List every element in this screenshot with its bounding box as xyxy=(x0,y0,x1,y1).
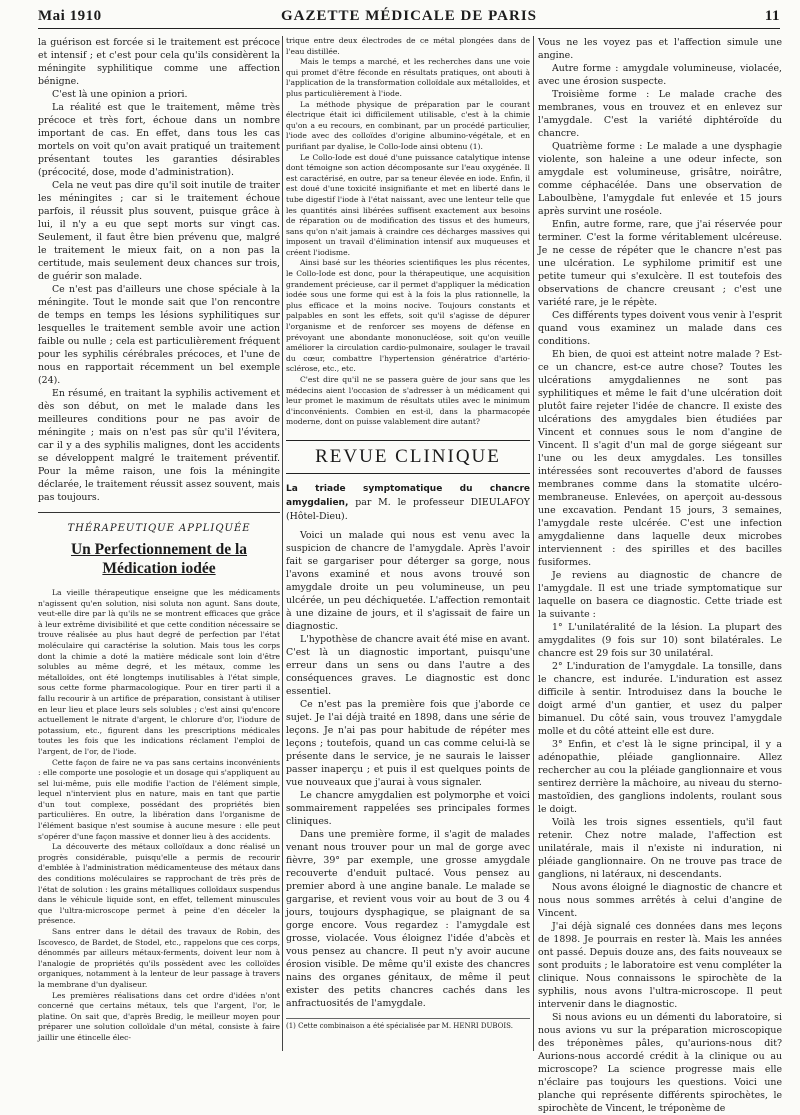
article-subtitle-bold: La triade symptomatique du chancre amygdalien, xyxy=(286,483,530,508)
paragraph: trique entre deux électrodes de ce métal plongées dans de l'eau distillée. xyxy=(286,36,530,56)
paragraph: Dans une première forme, il s'agit de malades venant nous trouver pour un mal de gorge avec fièvre, 39° par exemple, une grosse amygdale recouverte d'enduit pultacé. Vous pensez au premier abord à une angine banale. Le malade se gargarise, et revient vous voir au bout de 3 ou 4 jours, toujours dysphagique, se plaignant de sa gorge encore. Vous regardez : l'amygdale est grosse, violacée. Vous éloignez l'idée d'abcès et vous pensez au chancre. Il peut n'y avoir aucune érosion visible. De même qu'il existe des chancres nains des organes génitaux, de même il peut exister des petits chancres cachés dans les anfractuosités de l'amygdale. xyxy=(286,828,530,1009)
paragraph: Sans entrer dans le détail des travaux de Robin, des Iscovesco, de Bardet, de Stodel, etc., rappelons que ces corps, dénommés par ailleurs métaux-ferments, doivent leur nom à l'analogie de propriétés qu'ils possèdent avec les colloïdes organiques, notamment à la lenteur de leur passage à travers la membrane d'un dyaliseur. xyxy=(38,927,280,989)
article-subtitle xyxy=(286,482,530,523)
section-rule xyxy=(38,512,280,513)
paragraph: Ce n'est pas d'ailleurs une chose spéciale à la méningite. Tout le monde sait que l'on rencontre de temps en temps les lésions syphilitiques sur lesquelles le traitement semble avoir une action faible ou nulle ; cela est particulièrement fréquent pour les syphilis cérébrales précoces, et l'une de nous en rapportait récemment un bel exemple (24). xyxy=(38,284,280,386)
paragraph: Cette façon de faire ne va pas sans certains inconvénients : elle comporte une posologie et un dosage qui s'appliquent au sel lui-même, puis elle modifie l'action de l'élément simple, lequel n'intervient plus en nature, mais en tant que partie d'un tout complexe, possédant des propriétés bien particulières. En outre, la libération dans l'organisme de l'élément basique n'est soumise à aucune mesure : elle peut s'opérer d'une façon massive et donner lieu à des accidents. xyxy=(38,757,280,841)
section-heading-revue-clinique: REVUE CLINIQUE xyxy=(286,440,530,474)
paragraph: Si nous avions eu un démenti du laboratoire, si nous avions vu sur la préparation microscopique des tréponèmes pâles, qu'aurions-nous dit? Aurions-nous accordé crédit à la clinique ou au microscope? La science progresse mais elle n'éclaire pas toujours les questions. Voici une planche qui représente différents spirochètes, le spirochète de Vincent, le tréponème de xyxy=(538,1012,782,1114)
paragraph: L'hypothèse de chancre avait été mise en avant. C'est là un diagnostic important, puisqu'une erreur dans un sens ou dans l'autre a des conséquences graves. Le diagnostic est donc essentiel. xyxy=(286,633,530,697)
paragraph: J'ai déjà signalé ces données dans mes leçons de 1898. Je pourrais en rester là. Mais les années ont passé. Depuis douze ans, des faits nouveaux se sont produits ; le laboratoire est venu compléter la clinique. Nous connaissons le spirochète de la syphilis, nous avons l'ultra-microscope. Il peut intervenir dans le diagnostic. xyxy=(538,921,782,1010)
footnote: (1) Cette combinaison a été spécialisée par M. HENRI DUBOIS. xyxy=(286,1018,530,1030)
paragraph: La découverte des métaux colloïdaux a donc réalisé un progrès considérable, puisqu'elle a permis de recourir d'emblée à l'administration médicamenteuse des métaux dans des conditions moléculaires se rapprochant de très près de l'état de solution : les grains métalliques colloïdaux suspendus dans le véhicule liquide sont, en effet, tellement minuscules que l'ultra-microscope permet à peine d'en déceler la présence. xyxy=(38,842,280,926)
paragraph: En résumé, en traitant la syphilis activement et dès son début, on met le malade dans les meilleures conditions pour ne pas avoir de méningite ; mais on n'est pas sûr qu'il l'évitera, car il y a des syphilis malignes, dont les accidents se développent malgré le traitement préventif. Pour la même raison, une fois la méningite déclarée, le traitement réussit assez souvent, mais pas toujours. xyxy=(38,388,280,503)
paragraph: La méthode physique de préparation par le courant électrique était ici difficilement utilisable, c'est à la chimie qu'on a eu recours, en combinant, par un procédé particulier, l'iode avec des colloïdes d'origine albumino-végétale, et en purifiant par dyalise, le Collo-Iode ainsi obtenu (1). xyxy=(286,99,530,151)
issue-date: Mai 1910 xyxy=(38,8,102,24)
column-1 xyxy=(38,36,280,1051)
paragraph: Ce n'est pas la première fois que j'aborde ce sujet. Je l'ai déjà traité en 1898, dans une série de leçons. Je n'ai pas pour habitude de répéter mes leçons ; toutefois, quand un cas comme celui-là se présente dans le service, je ne saurais le laisser passer inaperçu ; et puis il est quelques points de vue nouveaux que j'aurai à vous signaler. xyxy=(286,698,530,788)
paragraph: Autre forme : amygdale volumineuse, violacée, avec une érosion suspecte. xyxy=(538,63,782,87)
column-divider-1 xyxy=(282,36,283,1051)
page-number: 11 xyxy=(764,8,780,24)
paragraph: Cela ne veut pas dire qu'il soit inutile de traiter les méningites ; car si le traitement échoue parfois, il réussit plus souvent, puisque grâce à lui, il n'y a eu que sept morts sur vingt cas. Seulement, il faut être bien prévenu que, malgré le traitement le mieux fait, on a non pas la certitude, mais seulement deux chances sur trois, de guérir son malade. xyxy=(38,180,280,282)
column-3 xyxy=(538,36,782,1114)
paragraph: C'est là une opinion a priori. xyxy=(52,89,188,100)
article-title: Un Perfectionnement de la Médication iodée xyxy=(70,541,248,577)
paragraph: Les premières réalisations dans cet ordre d'idées n'ont concerné que certains métaux, tels que l'argent, l'or, le platine. On sait que, d'après Bredig, le meilleur moyen pour préparer une solution colloïdale d'un métal, consiste à faire jaillir une étincelle élec- xyxy=(38,990,280,1042)
paragraph: Enfin, autre forme, rare, que j'ai réservée pour terminer. C'est la forme véritablement ulcéreuse. Je ne cesse de répéter que le chancre n'est pas une ulcération. Le syphilome primitif est une petite tumeur qui s'exulcère. Il est toutefois des observations de chancre creusant ; c'est une variété rare, je le répète. xyxy=(538,219,782,308)
paragraph: Le Collo-Iode est doué d'une puissance catalytique intense dont témoigne son action décomposante sur l'eau oxygénée. Il est caractérisé, en outre, par sa teneur élevée en iode. Enfin, il est doué d'une toxicité insignifiante et met en liberté dans le tube digestif l'iode à l'état naissant, avec une lenteur telle que les quantités ainsi libérées suffisent exactement aux besoins de réparation ou de modification des tissus et des humeurs, sans qu'on n'ait jamais à craindre ces décharges massives qui imposent un travail d'élimination intensif aux muqueuses et créent l'iodisme. xyxy=(286,152,530,257)
paragraph: Eh bien, de quoi est atteint notre malade ? Est-ce un chancre, est-ce autre chose? Toutes les ulcérations amygdaliennes ne sont pas syphilitiques et même le fait d'une ulcération doit plutôt faire rejeter l'idée de chancre. Il existe des ulcérations des amygdales bien étudiées par Vincent et connues sous le nom d'angine de Vincent. Il s'agit d'un mal de gorge siégeant sur l'une ou les deux amygdales. Les tonsilles intéressées sont recouvertes d'abord de fausses membranes comme dans la stomatite ulcéro-membraneuse. Enlevées, on aperçoit au-dessous une excavation. Pendant 15 jours, 3 semaines, l'amygdale reste ulcérée. C'est une infection amygdalienne dans laquelle deux microbes interviennent : des spirilles et des bacilles fusiformes. xyxy=(538,349,782,568)
paragraph: Ces différents types doivent vous venir à l'esprit quand vous examinez un malade dans ces conditions. xyxy=(538,310,782,347)
paragraph: 2° L'induration de l'amygdale. La tonsille, dans le chancre, est indurée. L'induration est assez difficile à sentir. Introduisez dans la bouche le doigt armé d'un gantier, et usez du palper bimanuel. Du côté sain, vous trouvez l'amygdale molle et du côté atteint elle est dure. xyxy=(538,661,782,737)
paragraph: 1° L'unilatéralité de la lésion. La plupart des amygdalites (9 fois sur 10) sont bilatérales. Le chancre est 29 fois sur 30 unilatéral. xyxy=(538,622,782,659)
paragraph: Vous ne les voyez pas et l'affection simule une angine. xyxy=(538,37,782,61)
paragraph: Je reviens au diagnostic de chancre de l'amygdale. Il est une triade symptomatique sur laquelle on basera ce diagnostic. Cette triade est la suivante : xyxy=(538,570,782,620)
paragraph: Le chancre amygdalien est polymorphe et voici sommairement rappelées ses principales formes cliniques. xyxy=(286,789,530,827)
paragraph: la guérison est forcée si le traitement est précoce et intensif ; et c'est pour cela qu'ils considèrent la méningite syphilitique comme une affection bénigne. xyxy=(38,37,280,87)
journal-title: GAZETTE MÉDICALE DE PARIS xyxy=(280,8,537,24)
paragraph: Voilà les trois signes essentiels, qu'il faut retenir. Chez notre malade, l'affection est unilatérale, mais il n'existe ni induration, ni pléiade ganglionnaire. On ne trouve pas trace de ganglions, ni latéraux, ni descendants. xyxy=(538,817,782,880)
paragraph: La réalité est que le traitement, même très précoce et très fort, échoue dans un nombre important de cas. En effet, dans tous les cas mortels on voit qu'on avait pratiqué un traitement présentant toutes les garanties désirables (précocité, dose, mode d'administration). xyxy=(38,102,280,178)
paragraph: Quatrième forme : Le malade a une dysphagie violente, son haleine a une odeur infecte, son amygdale est volumineuse, grisâtre, noirâtre, comme céphacélée. Dans une observation de Laboulbène, l'amygdale fut enlevée et 15 jours après survint une roséole. xyxy=(538,141,782,217)
paragraph: 3° Enfin, et c'est là le signe principal, il y a adénopathie, pléiade ganglionnaire. Allez rechercher au cou la pléiade ganglionnaire et vous sentirez derrière la mâchoire, au niveau du sterno-mastoïdien, des ganglions indolents, roulant sous le doigt. xyxy=(538,739,782,815)
article-subtitle-author: par M. le professeur DIEULAFOY (Hôtel-Dieu). xyxy=(286,496,530,522)
paragraph: C'est dire qu'il ne se passera guère de jour sans que les médecins aient l'occasion de s'adresser à un médicament qui leur promet le maximum de résultats utiles avec le minimum d'inconvénients. Combien en est-il, dans la pharmacopée moderne, dont on puisse valablement dire autant? xyxy=(286,375,530,427)
paragraph: La vieille thérapeutique enseigne que les médicaments n'agissent qu'en solution, nisi soluta non agunt. Sans doute, veut-elle dire par là qu'ils ne se montrent efficaces que grâce à leur extrême divisibilité et que cette condition nécessaire se trouve réalisée au plus haut degré de perfection par l'état moléculaire qui caractérise la solution. Mais tous les corps dont la chimie a doté la matière médicale sont loin d'être solubles au même degré, et les métaux, comme les métalloïdes, ont été longtemps inutilisables à l'état simple, sous cette forme pharmacologique. Pour en tirer parti il a fallu recourir à un artifice de préparation, consistant à utiliser en leur lieu et place leurs sels solubles ; c'est ainsi qu'encore actuellement le nitrate d'argent, le chlorure d'or, l'iodure de potassium, etc., figurent dans les prescriptions médicales toutes les fois que les indications réclament l'emploi de l'argent, de l'or, de l'iode. xyxy=(38,588,280,756)
paragraph: Nous avons éloigné le diagnostic de chancre et nous nous sommes arrêtés à celui d'angine de Vincent. xyxy=(538,882,782,919)
paragraph: Ainsi basé sur les théories scientifiques les plus récentes, le Collo-Iode est donc, pour la thérapeutique, une acquisition grandement précieuse, car il permet d'appliquer la médication iodée sous une forme qui est à la fois la plus rationnelle, la plus efficace et la moins nocive. Toujours constants et palpables en sont les effets, soit qu'il s'agisse de dépurer l'organisme et de renforcer ses moyens de défense en prévoyant une abondante mononucléose, soit qu'on veuille améliorer la circulation cardio-pulmonaire, soulager le travail du cœur, combattre l'hypertension génératrice d'artério-sclérose, etc., etc. xyxy=(286,258,530,374)
page-header xyxy=(38,6,780,29)
column-2 xyxy=(286,36,530,1011)
paragraph: Troisième forme : Le malade crache des membranes, vous en trouvez et en enlevez sur l'amygdale. C'est la variété diphtéroïde du chancre. xyxy=(538,89,782,139)
column-divider-2 xyxy=(533,36,534,1051)
paragraph: Mais le temps a marché, et les recherches dans une voie qui promet d'être féconde en résultats pratiques, ont abouti à l'application de la transformation colloïdale aux métalloïdes, et plus particulièrement à l'iode. xyxy=(286,57,530,98)
section-heading: THÉRAPEUTIQUE APPLIQUÉE xyxy=(67,523,251,534)
paragraph: Voici un malade qui nous est venu avec la suspicion de chancre de l'amygdale. Après l'avoir fait se gargariser pour déterger sa gorge, nous l'avons examiné et nous avons trouvé son amygdale droite un peu volumineuse, un peu ulcérée, un peu déchiquetée. L'affection remontait à une dizaine de jours, et il s'agissait de faire un diagnostic. xyxy=(286,529,530,632)
